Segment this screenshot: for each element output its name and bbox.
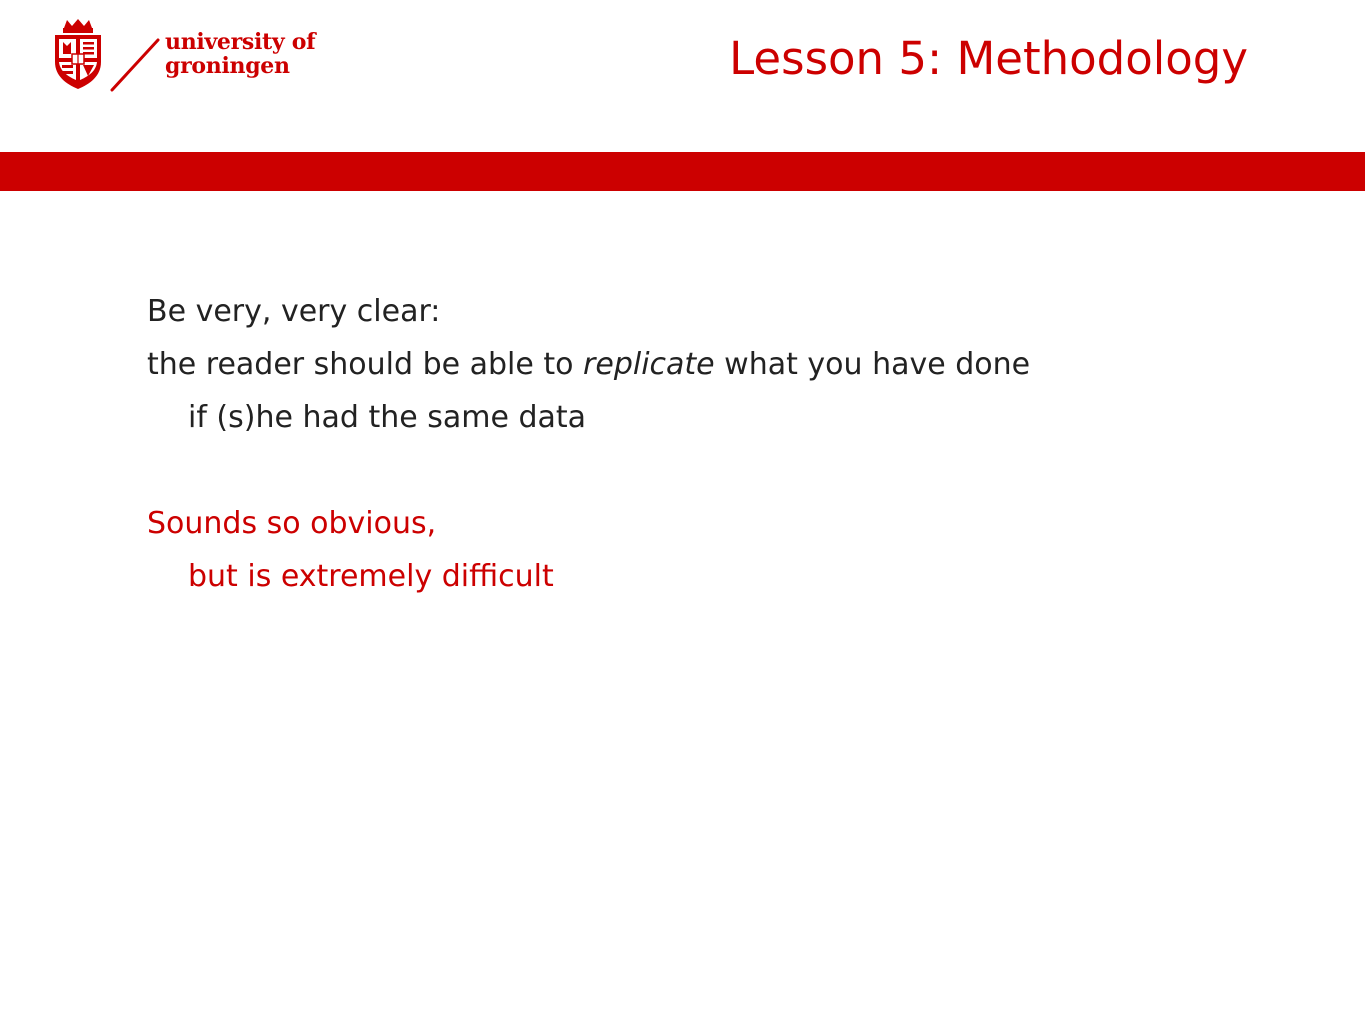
body-line-4: Sounds so obvious, [147,506,437,541]
body-line-2-emphasis: replicate [583,347,715,382]
body-line-1: Be very, very clear: [147,294,441,329]
logo-wordmark [165,30,315,78]
slide-title: Lesson 5: Methodology [729,32,1248,85]
logo-slash-icon [110,38,162,92]
body-line-2 [147,338,1277,391]
title-bar [0,152,1365,191]
body-line-3: if (s)he had the same data [188,400,587,435]
logo-line-university: university of [165,29,316,55]
body-line-2-start: the reader should be able to [147,347,584,382]
body-line-2-end: what you have done [714,347,1031,382]
logo-line-groningen: groningen [165,53,290,79]
body-line-5: but is extremely difficult [188,559,554,594]
slide-body [147,285,1277,603]
university-logo [52,18,322,98]
crest-icon [52,18,104,90]
